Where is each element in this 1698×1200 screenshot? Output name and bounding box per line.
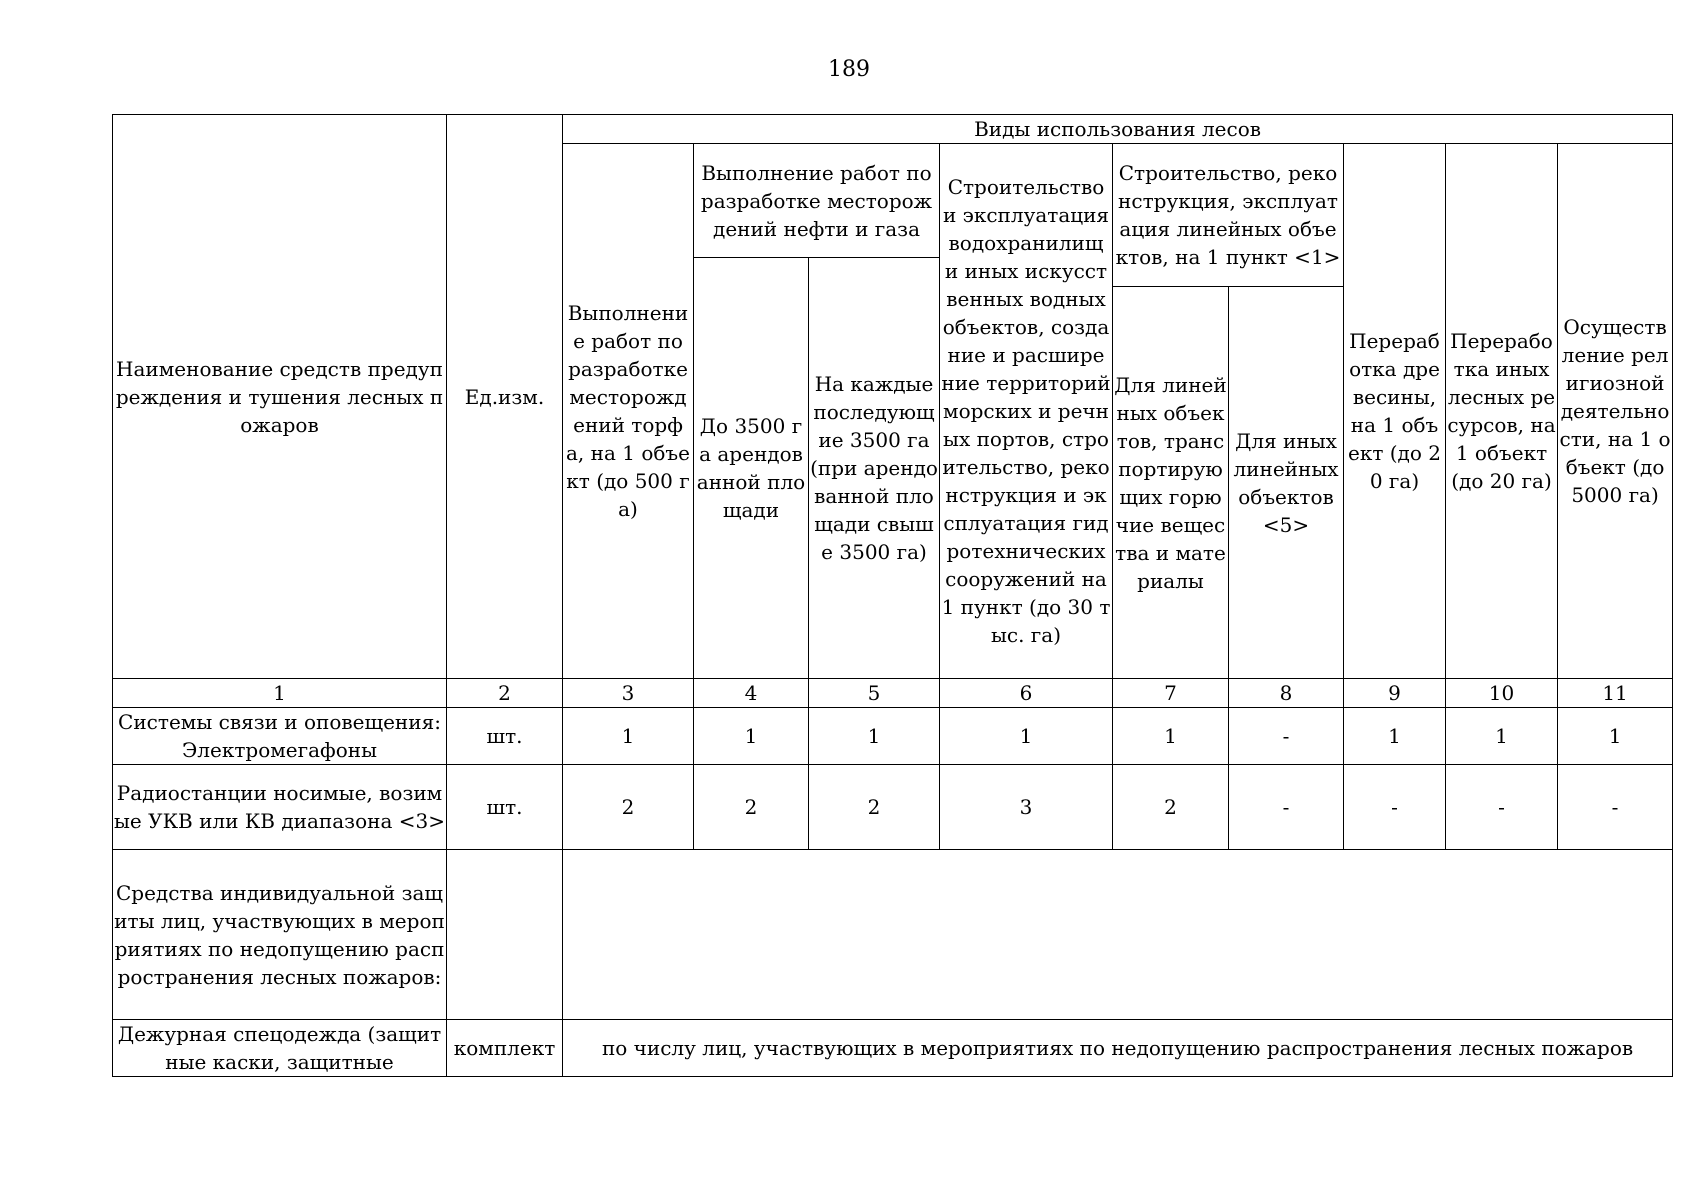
value-cell: 2 — [1113, 765, 1229, 850]
empty-cell — [447, 850, 563, 1020]
empty-merged-cell — [563, 850, 1673, 1020]
value-cell: 1 — [1446, 708, 1558, 765]
value-cell: 1 — [563, 708, 694, 765]
row-name-cell: Системы связи и оповещения: Электромегафоны — [113, 708, 447, 765]
header-col9: Переработка древесины, на 1 объект (до 20 га) — [1344, 144, 1446, 679]
table-row — [113, 1020, 1673, 1077]
value-cell: 1 — [809, 708, 940, 765]
column-number: 10 — [1446, 679, 1558, 708]
value-cell: - — [1229, 708, 1344, 765]
value-cell: - — [1344, 765, 1446, 850]
table-row — [113, 708, 1673, 765]
column-number: 2 — [447, 679, 563, 708]
row-name-cell: Радиостанции носимые, возимые УКВ или КВ диапазона <3> — [113, 765, 447, 850]
header-col11: Осуществление религиозной деятельности, на 1 объект (до 5000 га) — [1558, 144, 1673, 679]
value-cell: 2 — [694, 765, 809, 850]
row-name-cell: Дежурная спецодежда (защитные каски, защитные — [113, 1020, 447, 1077]
column-number: 9 — [1344, 679, 1446, 708]
merged-value-cell: по числу лиц, участвующих в мероприятиях по недопущению распространения лесных пожаров — [563, 1020, 1673, 1077]
header-oil-gas-group: Выполнение работ по разработке месторождений нефти и газа — [694, 144, 940, 258]
column-number: 8 — [1229, 679, 1344, 708]
value-cell: 1 — [940, 708, 1113, 765]
value-cell: - — [1558, 765, 1673, 850]
value-cell: 3 — [940, 765, 1113, 850]
row-unit-cell: шт. — [447, 765, 563, 850]
header-col3: Выполнение работ по разработке месторождений торфа, на 1 объект (до 500 га) — [563, 144, 694, 679]
forest-fire-equipment-table — [112, 114, 1673, 1077]
header-unit-cell: Ед.изм. — [447, 115, 563, 679]
table-row — [113, 765, 1673, 850]
value-cell: - — [1229, 765, 1344, 850]
column-number: 5 — [809, 679, 940, 708]
value-cell: 1 — [1344, 708, 1446, 765]
value-cell: 1 — [1113, 708, 1229, 765]
column-number: 3 — [563, 679, 694, 708]
header-linear-objects-group: Строительство, реконструкция, эксплуатация линейных объектов, на 1 пункт <1> — [1113, 144, 1344, 287]
column-number-row — [113, 679, 1673, 708]
value-cell: - — [1446, 765, 1558, 850]
page-number: 189 — [828, 57, 870, 82]
value-cell: 1 — [1558, 708, 1673, 765]
column-number: 7 — [1113, 679, 1229, 708]
header-col8: Для иных линейных объектов <5> — [1229, 287, 1344, 679]
column-number: 6 — [940, 679, 1113, 708]
section-name-cell: Средства индивидуальной защиты лиц, участвующих в мероприятиях по недопущению распространения лесных пожаров: — [113, 850, 447, 1020]
header-col4: До 3500 га арендованной площади — [694, 258, 809, 679]
column-number: 11 — [1558, 679, 1673, 708]
value-cell: 2 — [809, 765, 940, 850]
value-cell: 2 — [563, 765, 694, 850]
header-forest-use-types: Виды использования лесов — [563, 115, 1673, 144]
row-unit-cell: шт. — [447, 708, 563, 765]
column-number: 4 — [694, 679, 809, 708]
column-number: 1 — [113, 679, 447, 708]
value-cell: 1 — [694, 708, 809, 765]
row-unit-cell: комплект — [447, 1020, 563, 1077]
header-name-cell: Наименование средств предупреждения и тушения лесных пожаров — [113, 115, 447, 679]
table-row — [113, 850, 1673, 1020]
header-col10: Переработка иных лесных ресурсов, на 1 объект (до 20 га) — [1446, 144, 1558, 679]
header-col5: На каждые последующие 3500 га (при арендованной площади свыше 3500 га) — [809, 258, 940, 679]
header-col6: Строительство и эксплуатация водохранилищ и иных искусственных водных объектов, создание и расширение территорий морских и речных портов, строительство, реконструкция и эксплуатация гидротехнических сооружений на 1 пункт (до 30 тыс. га) — [940, 144, 1113, 679]
header-col7: Для линейных объектов, транспортирующих горючие вещества и материалы — [1113, 287, 1229, 679]
